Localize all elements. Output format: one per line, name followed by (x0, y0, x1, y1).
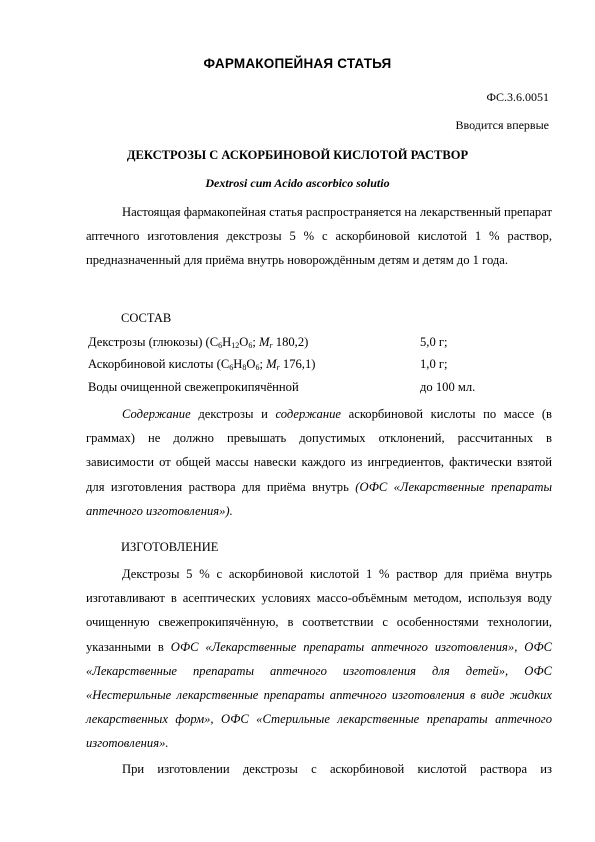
ingredient-amount: 1,0 г; (420, 357, 448, 371)
preparation-continuation-paragraph: При изготовлении декстрозы с аскорбиновой кислотой раствора из (122, 762, 552, 776)
scope-paragraph: Настоящая фармакопейная статья распространяется на лекарственный препарат аптечного изготовления декстрозы 5 % с аскорбиновой кислотой 1 % раствор, предназначенный для приёма внутрь новорождённым детям и детям до 1 года. (86, 205, 552, 268)
ingredient-name: Воды очищенной свежепрокипячённой (88, 380, 299, 394)
ingredient-name: Аскорбиновой кислоты ($C_6H_8O_6$; $M_r$ 176,1) (88, 357, 316, 372)
monograph-name: ДЕКСТРОЗЫ С АСКОРБИНОВОЙ КИСЛОТОЙ РАСТВОР (126, 148, 469, 162)
monograph-code: ФС.3.6.0051 (486, 90, 549, 104)
composition-row (88, 357, 558, 379)
ingredient-amount: 5,0 г; (420, 335, 448, 349)
composition-row (88, 380, 558, 402)
content-paragraph: Содержание декстрозы и содержание аскорбиновой кислоты по массе (в граммах) не должно превышать допустимых отклонений, рассчитанных в зависимости от общей массы навески каждого из ингредиентов, фактически взятой для изготовления раствора для приёма внутрь (ОФС «Лекарственные препараты аптечного изготовления»). (86, 407, 552, 518)
preparation-heading: ИЗГОТОВЛЕНИЕ (121, 540, 219, 554)
preparation-paragraph: Декстрозы 5 % с аскорбиновой кислотой 1 % раствор для приёма внутрь изготавливают в асептических условиях массо-объёмным методом, используя воду очищенную свежепрокипячённую, в соответствии с особенностями технологии, указанными в ОФС «Лекарственные препараты аптечного изготовления», ОФС «Лекарственные препараты аптечного изготовления для детей», ОФС «Нестерильные лекарственные препараты аптечного изготовления в виде жидких лекарственных форм», ОФС «Стерильные лекарственные препараты аптечного изготовления». (86, 567, 552, 751)
document-title: ФАРМАКОПЕЙНАЯ СТАТЬЯ (203, 56, 392, 71)
introduction-status: Вводится впервые (455, 118, 549, 132)
latin-name: Dextrosi cum Acido ascorbico solutio (205, 176, 390, 190)
ingredient-amount: до 100 мл. (420, 380, 476, 394)
composition-heading: СОСТАВ (121, 311, 172, 325)
ingredient-name: Декстрозы (глюкозы) ($C_6H_{12}O_6$; $M_r$ 180,2) (88, 335, 309, 350)
composition-row (88, 335, 558, 357)
